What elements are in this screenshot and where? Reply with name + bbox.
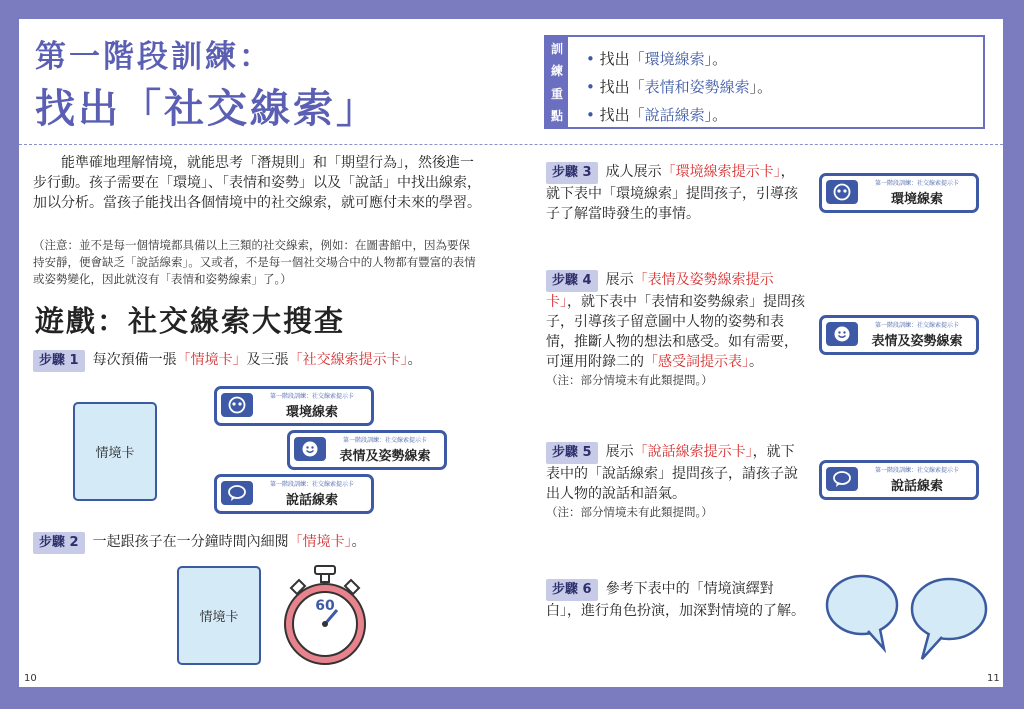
scenario-card-label: 情境卡 [199, 610, 239, 625]
step3-text-pre: 成人展示 [605, 164, 662, 180]
focus-item-keyword: 表情和姿勢線索 [644, 78, 750, 96]
intro-note: （注意：並不是每一個情境都具備以上三類的社交線索，例如：在圖書館中，因為要保持安靜，便會缺乏「說話線索」。又或者，不是每一個社交場合中的人物都有豐富的表情或姿勢變化，因此就沒有「表情和姿勢線索」了。） [33, 238, 476, 286]
hint-card-label: 表情及姿勢線索 [871, 334, 963, 349]
focus-item-pre: 找出「 [599, 106, 645, 124]
step1-red2: 「社交線索提示卡」 [288, 352, 408, 368]
hint-card-face [287, 430, 447, 470]
focus-item: • 找出「環境線索」。 [586, 50, 728, 68]
step5-note: （注：部分情境未有此類提問。） [546, 505, 713, 519]
scenario-card-label: 情境卡 [95, 446, 135, 461]
focus-item: • 找出「說話線索」。 [586, 106, 728, 124]
hint-card-speech-right [819, 460, 979, 500]
hint-card-caption: 第一階段訓練：社交線索提示卡 [874, 322, 959, 329]
step2-text-pre: 一起跟孩子在一分鐘時間內細閱 [92, 534, 289, 550]
step1-red1: 「情境卡」 [176, 352, 247, 368]
step1-text-pre: 每次預備一張 [92, 352, 177, 368]
step6-block [546, 579, 808, 621]
focus-item-post: 」。 [704, 50, 728, 68]
step4-block [546, 270, 808, 389]
page-number-right: 11 [987, 673, 1000, 684]
step4-text-post: 。 [749, 354, 763, 370]
step1-tag: 步驟 1 [33, 350, 85, 372]
step3-block [546, 162, 808, 224]
timer-number: 60 [315, 598, 335, 614]
sidebar-char: 點 [550, 109, 563, 124]
hint-card-caption: 第一階段訓練：社交線索提示卡 [342, 437, 427, 444]
sidebar-char: 重 [550, 86, 563, 101]
step4-text-pre: 展示 [605, 272, 634, 288]
page-title-line2: 找出「社交線索」 [35, 86, 379, 132]
hint-card-environment [214, 386, 374, 426]
smiley-icon [826, 322, 858, 346]
hint-card-caption: 第一階段訓練：社交線索提示卡 [874, 180, 959, 187]
hint-card-caption: 第一階段訓練：社交線索提示卡 [269, 481, 354, 488]
step2-row [33, 532, 366, 554]
step6-tag: 步驟 6 [546, 579, 598, 601]
stopwatch-icon [277, 564, 373, 668]
focus-item: • 找出「表情和姿勢線索」。 [586, 78, 773, 96]
focus-item-post: 」。 [749, 78, 773, 96]
hint-card-caption: 第一階段訓練：社交線索提示卡 [269, 393, 354, 400]
page-number-left: 10 [24, 673, 37, 684]
speech-bubble-icon [826, 467, 858, 491]
speech-bubble-icon [221, 481, 253, 505]
step4-tag: 步驟 4 [546, 270, 598, 292]
step1-row [33, 350, 422, 372]
page-title-line1: 第一階段訓練： [35, 39, 273, 75]
game-title: 遊戲：社交線索大搜查 [35, 304, 346, 338]
step3-tag: 步驟 3 [546, 162, 598, 184]
environment-icon [221, 393, 253, 417]
step1-text-mid: 及三張 [246, 352, 289, 368]
hint-card-label: 說話線索 [285, 493, 338, 508]
step4-text-mid: ，就下表中「表情和姿勢線索」提問孩子，引導孩子留意圖中人物的姿勢和表情，推斷人物的想法和感受。如有需要，可運用附錄二的 [546, 294, 805, 370]
scenario-card [73, 402, 157, 501]
sidebar-char: 訓 [550, 41, 563, 56]
book-spread [19, 19, 1003, 687]
speech-bubbles-illustration [824, 567, 994, 667]
step5-tag: 步驟 5 [546, 442, 598, 464]
intro-paragraph: 能準確地理解情境，就能思考「潛規則」和「期望行為」，然後進一步行動。孩子需要在「環境」、「表情和姿勢」以及「說話」中找出線索，加以分析。當孩子能找出各個情境中的社交線索，就可應付未來的學習。 [33, 155, 481, 211]
focus-list [586, 45, 772, 129]
step4-red2: 「感受詞提示表」 [644, 354, 749, 370]
step5-text-post: ，就下表中的「說話線索」提問孩子，請孩子說出人物的說話和語氣。 [546, 444, 798, 502]
step3-red: 「環境線索提示卡」 [661, 164, 781, 180]
environment-icon [826, 180, 858, 204]
training-focus-box [544, 35, 985, 129]
step6-text: 參考下表中的「情境演繹對白」，進行角色扮演，加深對情境的了解。 [546, 581, 805, 619]
hint-card-caption: 第一階段訓練：社交線索提示卡 [874, 467, 959, 474]
hint-card-face-right [819, 315, 979, 355]
focus-item-keyword: 說話線索 [644, 106, 705, 124]
smiley-icon [294, 437, 326, 461]
step3-text-post: ，就下表中「環境線索」提問孩子，引導孩子了解當時發生的事情。 [546, 164, 798, 222]
scenario-card-2 [177, 566, 261, 665]
step5-block [546, 442, 808, 521]
step2-red: 「情境卡」 [288, 534, 352, 550]
hint-card-label: 表情及姿勢線索 [339, 449, 431, 464]
step5-text-pre: 展示 [605, 444, 634, 460]
training-focus-sidebar [546, 37, 568, 127]
hint-card-speech [214, 474, 374, 514]
step1-text-post: 。 [407, 352, 422, 368]
hint-card-label: 環境線索 [285, 405, 338, 420]
hint-card-environment-right [819, 173, 979, 213]
hint-card-label: 說話線索 [890, 479, 943, 494]
hint-card-label: 環境線索 [890, 192, 943, 207]
focus-item-post: 」。 [704, 106, 728, 124]
step4-note: （注：部分情境未有此類提問。） [546, 373, 713, 387]
step5-red: 「說話線索提示卡」 [633, 444, 753, 460]
step2-tag: 步驟 2 [33, 532, 85, 554]
section-divider [19, 144, 1003, 145]
sidebar-char: 練 [550, 64, 563, 79]
focus-item-pre: 找出「 [599, 50, 645, 68]
focus-item-pre: 找出「 [599, 78, 645, 96]
step2-text-post: 。 [351, 534, 366, 550]
focus-item-keyword: 環境線索 [644, 50, 705, 68]
step4-red: 「表情及姿勢線索提示卡」 [546, 272, 774, 310]
